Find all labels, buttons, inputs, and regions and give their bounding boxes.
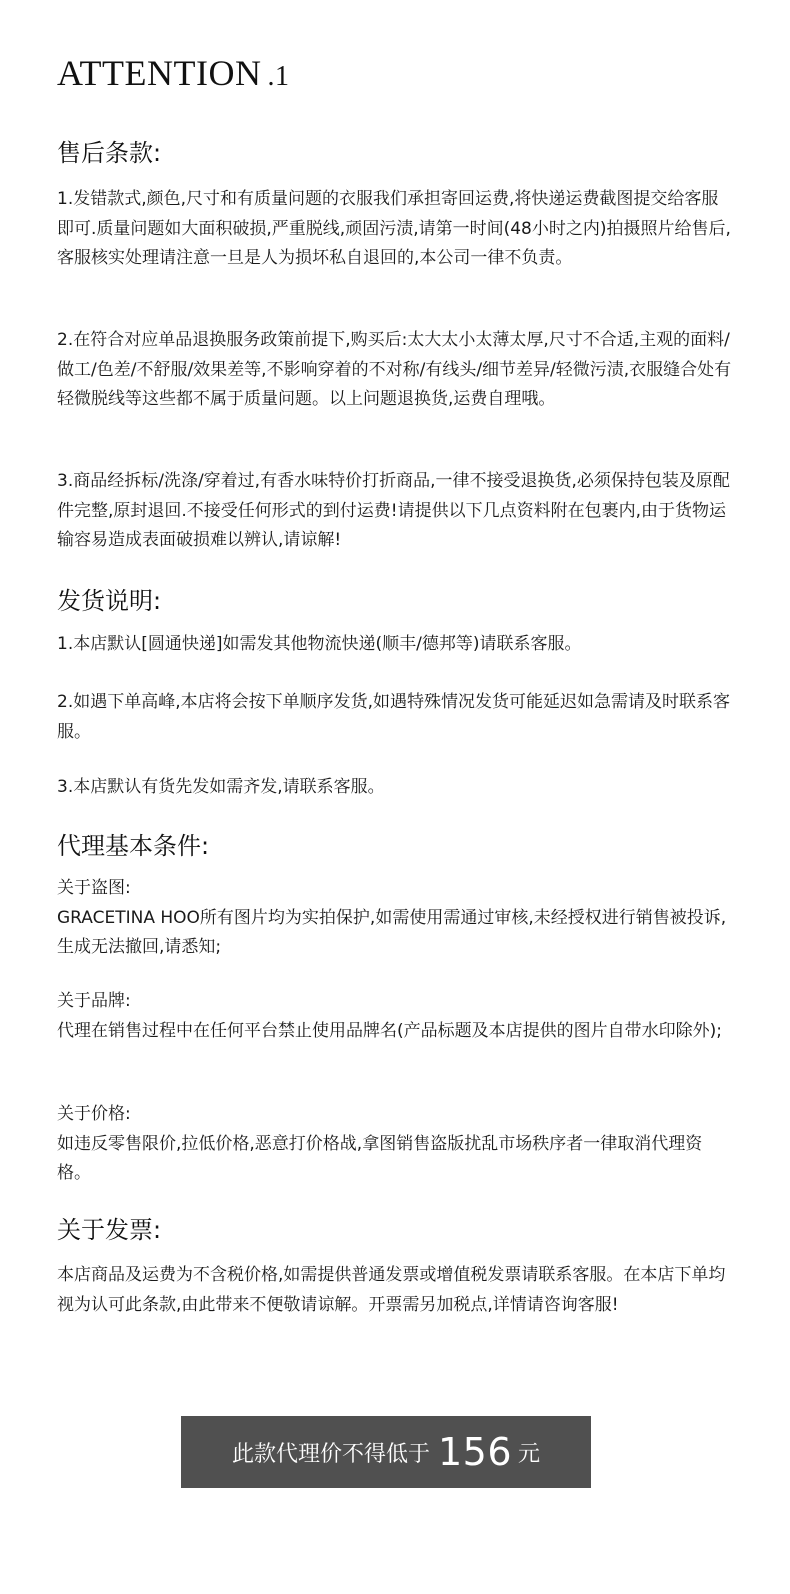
agency-item-label: 关于价格: <box>57 1104 131 1124</box>
invoice-item <box>57 1261 733 1320</box>
price-banner-amount: 156 <box>437 1430 513 1474</box>
after-sales-text-3: 3.商品经拆标/洗涤/穿着过,有香水味特价打折商品,一律不接受退换货,必须保持包装及原配件完整,原封退回.不接受任何形式的到付运费!请提供以下几点资料附在包裹内,由于货物运输容易造成表面破损难以辨认,请谅解! <box>57 471 730 550</box>
after-sales-heading: 售后条款: <box>57 139 162 167</box>
shipping-item-3 <box>57 773 733 803</box>
agency-item-text: GRACETINA HOO所有图片均为实拍保护,如需使用需通过审核,未经授权进行销售被投诉,生成无法撤回,请悉知; <box>57 907 727 957</box>
shipping-text-2: 2.如遇下单高峰,本店将会按下单顺序发货,如遇特殊情况发货可能延迟如急需请及时联系客服。 <box>57 692 731 742</box>
agency-item-brand <box>57 987 733 1046</box>
invoice-text: 本店商品及运费为不含税价格,如需提供普通发票或增值税发票请联系客服。在本店下单均视为认可此条款,由此带来不便敬请谅解。开票需另加税点,详情请咨询客服! <box>57 1265 726 1315</box>
agency-item-label: 关于品牌: <box>57 991 131 1011</box>
agency-heading: 代理基本条件: <box>57 832 210 860</box>
price-banner-prefix: 此款代理价不得低于 <box>231 1441 430 1467</box>
after-sales-item-3 <box>57 467 733 556</box>
after-sales-text-1: 1.发错款式,颜色,尺寸和有质量问题的衣服我们承担寄回运费,将快递运费截图提交给客服即可.质量问题如大面积破损,严重脱线,顽固污渍,请第一时间(48小时之内)拍摄照片给售后,客服核实处理请注意一旦是人为损坏私自退回的,本公司一律不负责。 <box>57 189 731 268</box>
shipping-text-1: 1.本店默认[圆通快递]如需发其他物流快递(顺丰/德邦等)请联系客服。 <box>57 634 582 654</box>
agency-price-banner <box>181 1416 591 1488</box>
shipping-item-2 <box>57 688 733 747</box>
shipping-text-3: 3.本店默认有货先发如需齐发,请联系客服。 <box>57 777 385 797</box>
agency-item-text: 代理在销售过程中在任何平台禁止使用品牌名(产品标题及本店提供的图片自带水印除外); <box>57 1020 722 1041</box>
agency-item-price <box>57 1100 733 1189</box>
after-sales-item-2 <box>57 326 733 415</box>
page-title <box>57 52 289 94</box>
price-banner-unit: 元 <box>518 1441 541 1467</box>
page-title-suffix: .1 <box>267 61 290 92</box>
shipping-item-1 <box>57 630 733 660</box>
agency-item-text: 如违反零售限价,拉低价格,恶意打价格战,拿图销售盗版扰乱市场秩序者一律取消代理资格。 <box>57 1133 703 1183</box>
agency-item-label: 关于盗图: <box>57 878 131 898</box>
shipping-heading: 发货说明: <box>57 587 162 615</box>
after-sales-text-2: 2.在符合对应单品退换服务政策前提下,购买后:太大太小太薄太厚,尺寸不合适,主观的面料/做工/色差/不舒服/效果差等,不影响穿着的不对称/有线头/细节差异/轻微污渍,衣服缝合处有轻微脱线等这些都不属于质量问题。以上问题退换货,运费自理哦。 <box>57 330 732 409</box>
agency-item-image-theft <box>57 874 733 963</box>
after-sales-item-1 <box>57 185 733 274</box>
invoice-heading: 关于发票: <box>57 1216 162 1244</box>
page-title-main: ATTENTION <box>57 53 262 93</box>
